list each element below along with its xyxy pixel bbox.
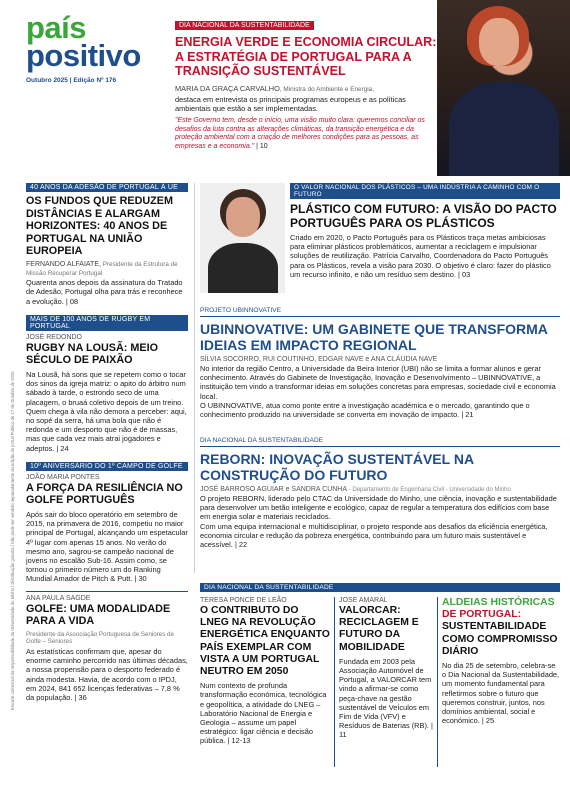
left-author-3: JOÃO MARIA PONTES — [26, 473, 100, 481]
bottom-text-1 — [200, 681, 330, 745]
bottom-title-3-green: ALDEIAS HISTÓRICAS — [442, 597, 555, 608]
bottom-text-3 — [442, 661, 560, 725]
reborn-article — [200, 437, 560, 549]
ubi-authors: SÍLVIA SOCORRO, RUI COUTINHO, EDGAR NAVE e ANA CLÁUDIA NAVE — [200, 356, 438, 363]
left-author-4: ANA PAULA SAGDE — [26, 594, 91, 602]
issue-label: Outubro 2025 | Edição Nº 176 — [26, 77, 117, 84]
bottom-author-1: TERESA PONCE DE LEÃO — [200, 597, 287, 604]
lead-quote-text: "Este Governo tem, desde o início, uma visão muito clara: queremos conciliar os desafios da luta contra as alterações climáticas, da transição energética e da proteção ambiental com a criação de melhores condições para as pessoas, as empresas e a economia." — [175, 117, 425, 150]
left-text-4-body: As estatísticas confirmam que, apesar do enorme caminho percorrido nas últimas décadas, a nossa propensão para o desporto federado é ainda modesta. Havia, de acordo com o IPDJ, em 2024, 841 652 licenças federativas – 7,8 % da população. — [26, 646, 188, 702]
ubi-article — [200, 307, 560, 419]
reborn-authors: JOSÉ BARROSO AGUIAR e SANDRA CUNHA — [200, 486, 348, 493]
left-band-3: 10º ANIVERSÁRIO DO 1º CAMPO DE GOLFE — [26, 462, 188, 471]
left-page-1: | 08 — [65, 296, 79, 306]
lead-title[interactable]: ENERGIA VERDE E ECONOMIA CIRCULAR: A ESTRATÉGIA DE PORTUGAL PARA A TRANSIÇÃO SUSTENTÁVEL — [175, 35, 437, 79]
bottom-divider-1 — [334, 597, 335, 767]
bottom-author-2: JOSE AMARAL — [339, 597, 388, 604]
left-text-1 — [26, 278, 188, 306]
reborn-title[interactable]: REBORN: INOVAÇÃO SUSTENTÁVEL NA CONSTRUÇÃO DO FUTURO — [200, 451, 474, 483]
left-text-3-body: Após sair do bloco operatório em setembro de 2015, na primavera de 2016, competiu no maior principal de Portugal, alcançando um espetacular 4º lugar com apenas 15 anos. No verão do mesmo ano, sagrou-se campeão nacional de jovens no escalão Sub-16. Assim como, se tornou o primeiro número um do Ranking Mundial Amador de Pitch & Putt. — [26, 509, 188, 584]
sidebar-legal-text: Encarte comercial da responsabilidade da Universidade do Minho | Distribuição gratuita | Não pode ser vendido separadamente da edição do jornal Público de 17 de Outubro de 2025 — [10, 371, 15, 710]
lead-quote — [175, 117, 437, 151]
reborn-authors-role: - Departamento de Engenharia Civil - Universidade do Minho — [347, 487, 511, 493]
left-band-1: 40 ANOS DA ADESÃO DE PORTUGAL À UE — [26, 183, 188, 192]
left-text-2-body: Na Lousã, há sons que se repetem como o tocar dos sinos da igreja matriz: o apito do árbitro num sábado à tarde, o estrondo seco de uma placagem, o bruaá coletivo depois de um treino. Quem chega à vila não demora a perceber: aqui, no sopé da serra, há uma bola que não é redonda e um desporto que não é de massas, mas que cada vez mais atrai jogadores e adeptos. — [26, 369, 187, 453]
left-title-1[interactable]: OS FUNDOS QUE REDUZEM DISTÂNCIAS E ALARGAM HORIZONTES: 40 ANOS DE PORTUGAL NA UNIÃO EUROPEIA — [26, 195, 173, 258]
logo-line1: país — [26, 10, 87, 45]
left-author-role-4: Presidente da Associação Portuguesa de Seniores de Golfe – Seniores — [26, 630, 174, 646]
pacto-body-shape — [208, 243, 278, 293]
left-title-4[interactable]: GOLFE: UMA MODALIDADE PARA A VIDA — [26, 602, 171, 628]
ubi-text-2 — [200, 401, 560, 419]
bottom-page-2: | 11 — [339, 721, 433, 740]
reborn-page: | 22 — [234, 540, 248, 550]
lead-author: MARIA DA GRAÇA CARVALHO — [175, 83, 280, 93]
ubi-page: | 21 — [461, 410, 474, 420]
left-byline-1 — [26, 261, 188, 278]
left-column — [26, 183, 188, 702]
bottom-text-3-body: No dia 25 de setembro, celebra-se o Dia Nacional da Sustentabilidade, um momento fundamental para refletirmos sobre o futuro que queremos construir, juntos, nos domínios ambiental, social e económico. — [442, 661, 560, 726]
reborn-byline — [200, 486, 560, 493]
column-divider — [194, 183, 195, 573]
masthead — [26, 10, 176, 84]
lead-band: DIA NACIONAL DA SUSTENTABILIDADE — [175, 21, 314, 30]
left-text-3 — [26, 510, 188, 584]
ubi-band: PROJETO UBINNOVATIVE — [200, 307, 560, 317]
pacto-photo — [200, 183, 285, 293]
pacto-page: | 03 — [458, 269, 471, 279]
pacto-band: O VALOR NACIONAL DOS PLÁSTICOS – UMA INDÚSTRIA A CAMINHO COM O FUTURO — [290, 183, 560, 199]
left-band-2: MAIS DE 100 ANOS DE RUGBY EM PORTUGAL — [26, 315, 188, 331]
bottom-col-2 — [339, 597, 433, 740]
bottom-title-3-red: DE PORTUGAL: — [442, 609, 522, 621]
minister-photo — [437, 0, 570, 176]
left-author-1: FERNANDO ALFAIATE, — [26, 260, 101, 268]
left-author-role-1: Presidente da Estrutura de Missão Recuperar Portugal — [26, 260, 178, 277]
ubi-title[interactable]: UBINNOVATIVE: UM GABINETE QUE TRANSFORMA IDEIAS EM IMPACTO REGIONAL — [200, 321, 548, 353]
bottom-page-3: | 25 — [481, 716, 495, 726]
reborn-band: DIA NACIONAL DA SUSTENTABILIDADE — [200, 437, 560, 447]
reborn-text-1: O projeto REBORN, liderado pelo CTAC da Universidade do Minho, une ciência, inovação e sustentabilidade para desenvolver um betão inteligente e ecológico, capaz de regular a temperatura dos edifícios com base em energia solar e materiais reciclados. — [200, 494, 557, 522]
left-author-2: JOSÉ REDONDO — [26, 333, 83, 341]
pacto-text — [290, 233, 560, 279]
reborn-text-2-body: Com uma equipa internacional e multidisciplinar, o projeto responde aos desafios da eficiência energética, economia circular e redução da pobreza energética, contribuindo para um futuro mais sustentável e acessível. — [200, 521, 548, 550]
lead-byline — [175, 84, 437, 94]
pacto-text-body: Criado em 2020, o Pacto Português para os Plásticos traça metas ambiciosas para eliminar plásticos problemáticos, aumentar a reciclagem e impulsionar soluções de reutilização. Patrícia Carvalho, Coordenadora do Pacto Português para os Plásticos, revela a visão para 2030. O objetivo é claro: fazer do plástico um recurso infinito, e não um resíduo sem destino. — [290, 233, 551, 279]
bottom-page-1: | 12-13 — [227, 736, 251, 746]
bottom-title-2[interactable]: VALORCAR: RECICLAGEM E FUTURO DA MOBILIDADE — [339, 605, 419, 653]
pacto-title[interactable]: PLÁSTICO COM FUTURO: A VISÃO DO PACTO PORTUGUÊS PARA OS PLÁSTICOS — [290, 202, 557, 230]
bottom-text-2-body: Fundada em 2003 pela Associação Automóvel de Portugal, a VALORCAR tem vindo a afirmar-se como peça-chave na gestão sustentável de Veículos em Fim de Vida (VFV) e Resíduos de Baterias (RB). — [339, 656, 432, 731]
left-page-2: | 24 — [56, 443, 69, 453]
left-title-2[interactable]: RUGBY NA LOUSÃ: MEIO SÉCULO DE PAIXÃO — [26, 341, 158, 367]
ubi-text-2-body: O UBINNOVATIVE, atua como ponte entre a investigação académica e o mercado, garantindo que o conhecimento produzido na universidade se converta em inovação de impacto. — [200, 400, 530, 420]
body-shape — [449, 82, 559, 176]
bottom-col-3 — [442, 597, 560, 725]
bottom-title-3-dark: SUSTENTABILIDADE COMO COMPROMISSO DIÁRIO — [442, 621, 558, 657]
left-text-4 — [26, 647, 188, 702]
pacto-face-shape — [226, 197, 260, 237]
left-text-1-body: Quarenta anos depois da assinatura do Tratado de Adesão, Portugal olha para trás e reconhece a evolução. — [26, 278, 183, 306]
left-page-3: | 30 — [134, 574, 147, 584]
bottom-col-1 — [200, 597, 330, 746]
left-title-3[interactable]: A FORÇA DA RESILIÊNCIA NO GOLFE PORTUGUÊS — [26, 481, 183, 507]
face-shape — [479, 18, 519, 66]
lead-intro: destaca em entrevista os principais programas europeus e as políticas ambientais que estão a ser implementadas. — [175, 94, 406, 113]
logo-line2: positivo — [26, 38, 141, 73]
lead-article — [175, 14, 437, 152]
left-divider-4 — [26, 591, 188, 592]
bottom-text-2 — [339, 657, 433, 740]
bottom-text-1-body: Num contexto de profunda transformação económica, tecnológica e geopolítica, a atividade do LNEG – Laboratório Nacional de Energia e Geologia – assume um papel estratégico: ligar ciência e decisão pública. — [200, 681, 327, 746]
reborn-text-2 — [200, 522, 560, 550]
bottom-title-1[interactable]: O CONTRIBUTO DO LNEG NA REVOLUÇÃO ENERGÉTICA ENQUANTO PAÍS EXEMPLAR COM VISTA A UM PORTUGAL NEUTRO EM 2050 — [200, 605, 330, 678]
bottom-band: DIA NACIONAL DA SUSTENTABILIDADE — [200, 583, 560, 592]
bottom-divider-2 — [437, 597, 438, 767]
lead-page: | 10 — [256, 142, 268, 150]
left-page-4: | 36 — [74, 692, 87, 702]
pacto-article — [290, 183, 560, 279]
left-text-2 — [26, 370, 188, 453]
bottom-title-3[interactable] — [442, 597, 560, 658]
lead-author-role: , Ministra do Ambiente e Energia, — [279, 85, 375, 93]
ubi-text-1: No interior da região Centro, a Universidade da Beira Interior (UBI) não se limita a formar alunos e gerar conhecimento. Através do Gabinete de Investigação, Inovação e Desenvolvimento – UBINNOVATIVE, a instituição tem vindo a transformar ideias em soluções concretas para empresas, sociedade civil e economia local. — [200, 364, 556, 401]
